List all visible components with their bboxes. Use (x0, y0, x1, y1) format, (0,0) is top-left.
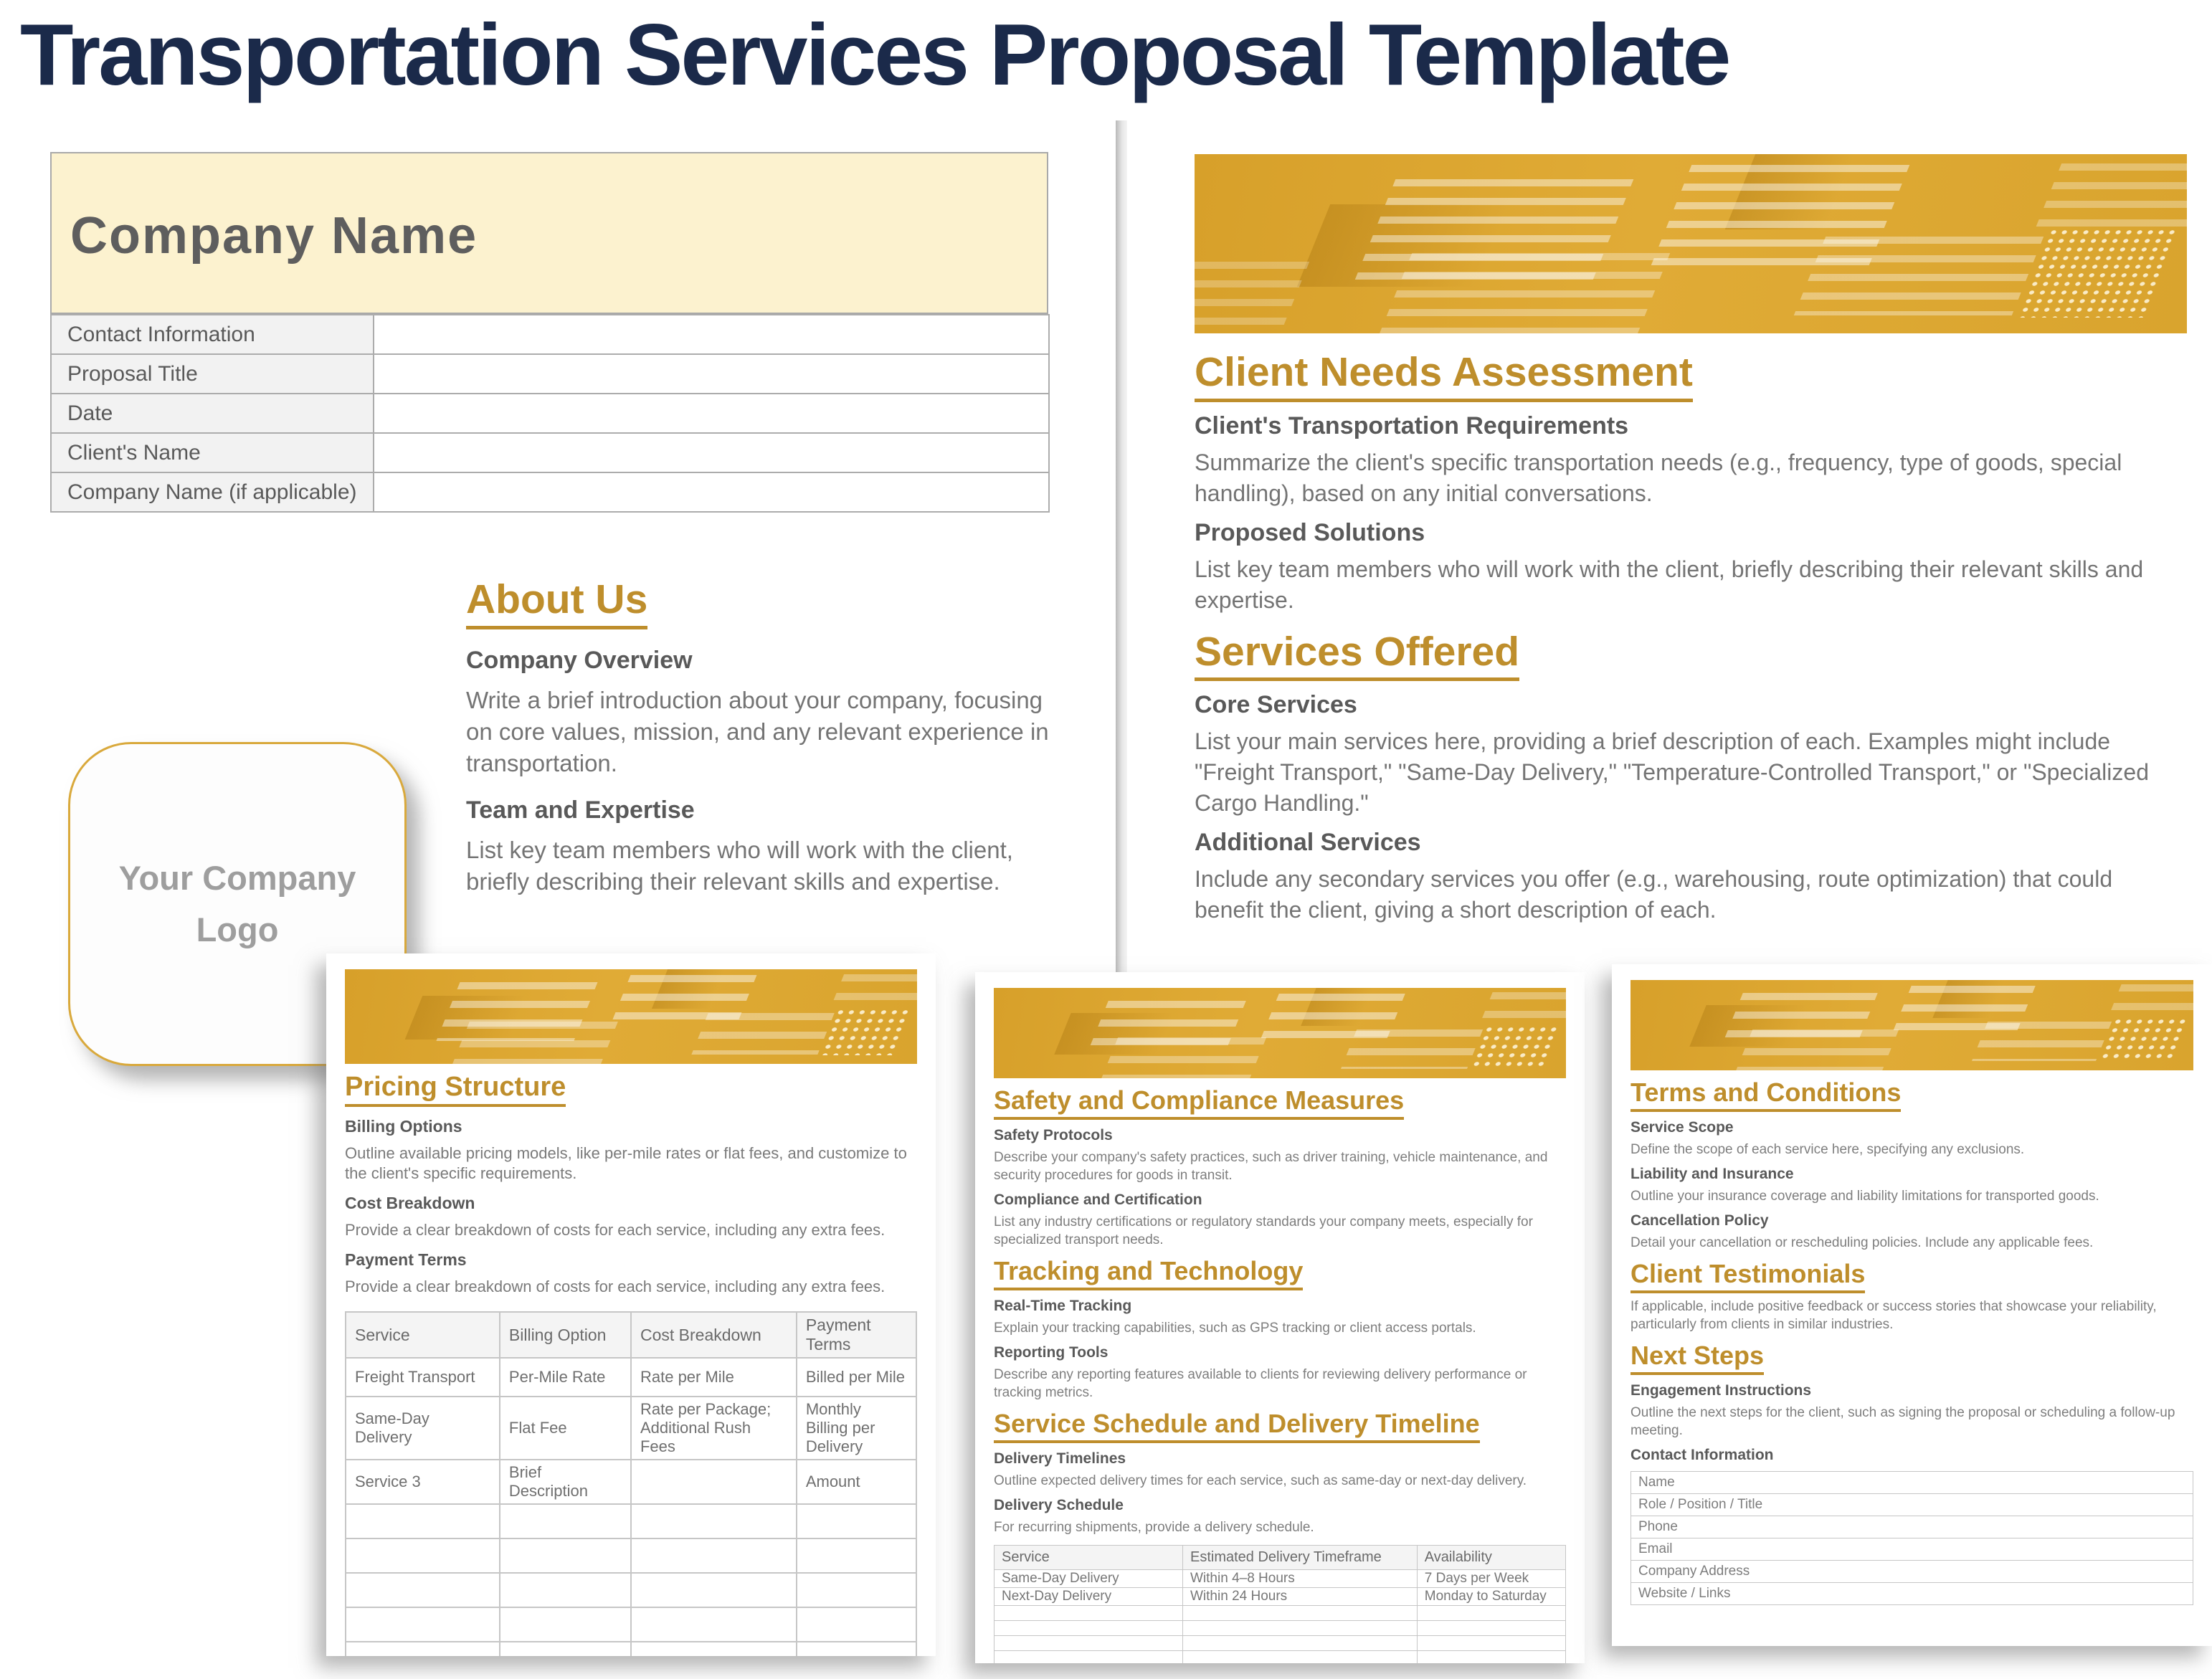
about-us-section (466, 578, 1050, 898)
contact-field-label: Company Address (1631, 1560, 2193, 1582)
section-body: Describe any reporting features available to clients for reviewing delivery performance or tracking metrics. (994, 1366, 1527, 1400)
terms-conditions-card (1612, 964, 2212, 1646)
column-header: Service (346, 1312, 500, 1358)
section-subheading: Delivery Timelines (994, 1450, 1126, 1467)
pricing-structure-heading: Pricing Structure (345, 1072, 566, 1107)
section-subheading: Company Overview (466, 646, 693, 674)
proposal-info-table (50, 314, 1050, 513)
table-cell: Same-Day Delivery (346, 1397, 500, 1460)
section-body: Include any secondary services you offer (e.g., warehousing, route optimization) that could benefit the client, giving a short description of each. (1195, 866, 2113, 923)
table-row (1631, 1516, 2193, 1538)
table-cell: Freight Transport (346, 1358, 500, 1397)
table-cell: Within 24 Hours (1183, 1587, 1418, 1605)
table-cell: Service 3 (346, 1460, 500, 1504)
section-subheading: Liability and Insurance (1630, 1165, 1794, 1182)
section-subheading: Delivery Schedule (994, 1496, 1124, 1513)
table-row (346, 1607, 916, 1642)
info-label: Company Name (if applicable) (51, 472, 374, 512)
table-cell: Within 4–8 Hours (1183, 1569, 1418, 1587)
table-row (51, 433, 1049, 472)
table-row (995, 1620, 1566, 1635)
contact-field-label: Role / Position / Title (1631, 1493, 2193, 1516)
section-body: Outline expected delivery times for each service, such as same-day or next-day delivery. (994, 1473, 1527, 1488)
table-row (51, 394, 1049, 433)
info-value-field[interactable] (374, 315, 1049, 354)
pricing-table (345, 1311, 917, 1656)
table-header-row (995, 1545, 1566, 1569)
section-body: Outline the next steps for the client, such as signing the proposal or scheduling a follow-up meeting. (1630, 1404, 2175, 1438)
table-row (346, 1573, 916, 1607)
banner-streaks (691, 1013, 834, 1055)
section-subheading: Service Scope (1630, 1118, 1734, 1136)
table-cell: Amount (797, 1460, 916, 1504)
contact-info-label: Contact Information (1630, 1446, 1774, 1463)
next-steps-heading: Next Steps (1630, 1342, 1764, 1375)
section-body: List your main services here, providing a brief description of each. Examples might include "Freight Transport," "Same-Day Delivery," "Temperature-Controlled Transport," or "Specialized Cargo Handling." (1195, 728, 2149, 817)
card-banner-image (345, 969, 917, 1064)
section-body: If applicable, include positive feedback or success stories that showcase your reliability, particularly from clients in similar industries. (1630, 1298, 2157, 1332)
table-cell: Rate per Mile (631, 1358, 797, 1397)
pricing-structure-card (326, 953, 936, 1656)
table-row (995, 1587, 1566, 1605)
section-body: Provide a clear breakdown of costs for each service, including any extra fees. (345, 1278, 886, 1296)
section-subheading: Real-Time Tracking (994, 1297, 1132, 1314)
logo-placeholder-text: Your Company Logo (118, 859, 356, 948)
contact-field-label: Phone (1631, 1516, 2193, 1538)
info-label: Proposal Title (51, 354, 374, 394)
info-label: Contact Information (51, 315, 374, 354)
card-banner-image (994, 988, 1566, 1078)
info-value-field[interactable] (374, 472, 1049, 512)
banner-streaks (1375, 253, 1670, 334)
table-row (346, 1504, 916, 1538)
table-row (995, 1569, 1566, 1587)
column-header: Availability (1417, 1545, 1565, 1569)
safety-compliance-card (975, 972, 1585, 1663)
info-value-field[interactable] (374, 433, 1049, 472)
table-cell: Per-Mile Rate (500, 1358, 631, 1397)
banner-streaks (1794, 237, 2044, 315)
banner-streaks (1098, 1037, 1266, 1078)
services-offered-heading: Services Offered (1195, 630, 1519, 682)
section-body: List any industry certifications or regulatory standards your company meets, especially for specialized transport needs. (994, 1214, 1533, 1247)
table-row (995, 1650, 1566, 1663)
table-cell: Monday to Saturday (1417, 1587, 1565, 1605)
contact-field-label: Name (1631, 1471, 2193, 1493)
column-header: Estimated Delivery Timeframe (1183, 1545, 1418, 1569)
section-subheading: Payment Terms (345, 1250, 467, 1270)
banner-streaks (1479, 992, 1566, 1027)
table-header-row (346, 1312, 916, 1358)
table-row (346, 1358, 916, 1397)
banner-streaks (1734, 1029, 1899, 1070)
right-column (1195, 154, 2187, 926)
contact-info-table (1630, 1471, 2193, 1605)
banner-streaks (2107, 984, 2193, 1019)
banner-streaks (1971, 1022, 2111, 1061)
info-value-field[interactable] (374, 394, 1049, 433)
page-title: Transportation Services Proposal Template (20, 6, 1729, 103)
section-subheading: Engagement Instructions (1630, 1381, 1812, 1399)
table-cell: Rate per Package; Additional Rush Fees (631, 1397, 797, 1460)
banner-streaks (830, 974, 917, 1010)
section-subheading: Cancellation Policy (1630, 1212, 1769, 1229)
section-subheading: Core Services (1195, 691, 1357, 719)
table-row (1631, 1538, 2193, 1560)
section-body: Summarize the client's specific transportation needs (e.g., frequency, type of goods, special handling), based on any initial conversations. (1195, 449, 2122, 506)
section-subheading: Reporting Tools (994, 1343, 1109, 1361)
section-body: List key team members who will work with the client, briefly describing their relevant skills and expertise. (466, 836, 1013, 895)
table-row (51, 354, 1049, 394)
table-row (995, 1635, 1566, 1650)
section-subheading: Compliance and Certification (994, 1191, 1202, 1208)
section-body: Write a brief introduction about your company, focusing on core values, mission, and any relevant experience in transportation. (466, 686, 1049, 776)
table-row (346, 1642, 916, 1656)
client-needs-heading: Client Needs Assessment (1195, 351, 1693, 402)
section-subheading: Cost Breakdown (345, 1194, 475, 1213)
delivery-schedule-table (994, 1545, 1566, 1663)
section-body: Explain your tracking capabilities, such as GPS tracking or client access portals. (994, 1320, 1476, 1336)
column-header: Payment Terms (797, 1312, 916, 1358)
table-row (346, 1460, 916, 1504)
table-row (1631, 1471, 2193, 1493)
table-row (1631, 1582, 2193, 1604)
banner-dot-pattern (820, 1008, 911, 1055)
contact-field-label: Email (1631, 1538, 2193, 1560)
column-header: Billing Option (500, 1312, 631, 1358)
company-name-heading: Company Name (70, 207, 478, 265)
section-body: Outline your insurance coverage and liability limitations for transported goods. (1630, 1188, 2099, 1204)
table-cell: Flat Fee (500, 1397, 631, 1460)
table-cell (631, 1460, 797, 1504)
table-cell: Brief Description (500, 1460, 631, 1504)
section-subheading: Billing Options (345, 1117, 462, 1136)
banner-streaks (1195, 262, 1309, 333)
table-cell: Monthly Billing per Delivery (797, 1397, 916, 1460)
section-subheading: Proposed Solutions (1195, 518, 1425, 546)
card-banner-image (1630, 980, 2193, 1070)
service-schedule-heading: Service Schedule and Delivery Timeline (994, 1410, 1480, 1443)
column-header: Cost Breakdown (631, 1312, 797, 1358)
column-header: Service (995, 1545, 1183, 1569)
section-body: Outline available pricing models, like per-mile rates or flat fees, and customize to the client's specific requirements. (345, 1144, 907, 1183)
info-value-field[interactable] (374, 354, 1049, 394)
banner-streaks (450, 1022, 618, 1064)
company-header-card (50, 152, 1048, 314)
table-row (51, 472, 1049, 512)
section-body: For recurring shipments, provide a delivery schedule. (994, 1519, 1314, 1535)
hero-banner-image (1195, 154, 2187, 333)
section-body: Provide a clear breakdown of costs for each service, including any extra fees. (345, 1221, 886, 1240)
info-label: Client's Name (51, 433, 374, 472)
table-row (995, 1605, 1566, 1620)
banner-dot-pattern (2098, 1017, 2188, 1062)
table-row (346, 1397, 916, 1460)
table-row (1631, 1493, 2193, 1516)
banner-streaks (2034, 163, 2187, 232)
info-label: Date (51, 394, 374, 433)
banner-dot-pattern (1469, 1025, 1560, 1070)
table-cell: Billed per Mile (797, 1358, 916, 1397)
section-body: List key team members who will work with the client, briefly describing their relevant skills and expertise. (1195, 556, 2144, 613)
testimonials-heading: Client Testimonials (1630, 1260, 1865, 1293)
about-us-heading: About Us (466, 578, 647, 629)
tracking-heading: Tracking and Technology (994, 1257, 1303, 1290)
section-body: Detail your cancellation or rescheduling policies. Include any applicable fees. (1630, 1235, 2094, 1250)
table-row (346, 1538, 916, 1573)
section-body: Define the scope of each service here, specifying any exclusions. (1630, 1141, 2025, 1157)
section-subheading: Team and Expertise (466, 796, 695, 824)
section-body: Describe your company's safety practices, such as driver training, vehicle maintenance, and security procedures for goods in transit. (994, 1149, 1548, 1183)
safety-heading: Safety and Compliance Measures (994, 1087, 1404, 1120)
section-subheading: Safety Protocols (994, 1126, 1113, 1143)
table-row (1631, 1560, 2193, 1582)
table-cell: Next-Day Delivery (995, 1587, 1183, 1605)
table-row (51, 315, 1049, 354)
terms-heading: Terms and Conditions (1630, 1079, 1901, 1112)
table-cell: Same-Day Delivery (995, 1569, 1183, 1587)
section-subheading: Client's Transportation Requirements (1195, 412, 1629, 439)
banner-streaks (1341, 1029, 1483, 1069)
contact-field-label: Website / Links (1631, 1582, 2193, 1604)
table-cell: 7 Days per Week (1417, 1569, 1565, 1587)
section-subheading: Additional Services (1195, 829, 1421, 857)
